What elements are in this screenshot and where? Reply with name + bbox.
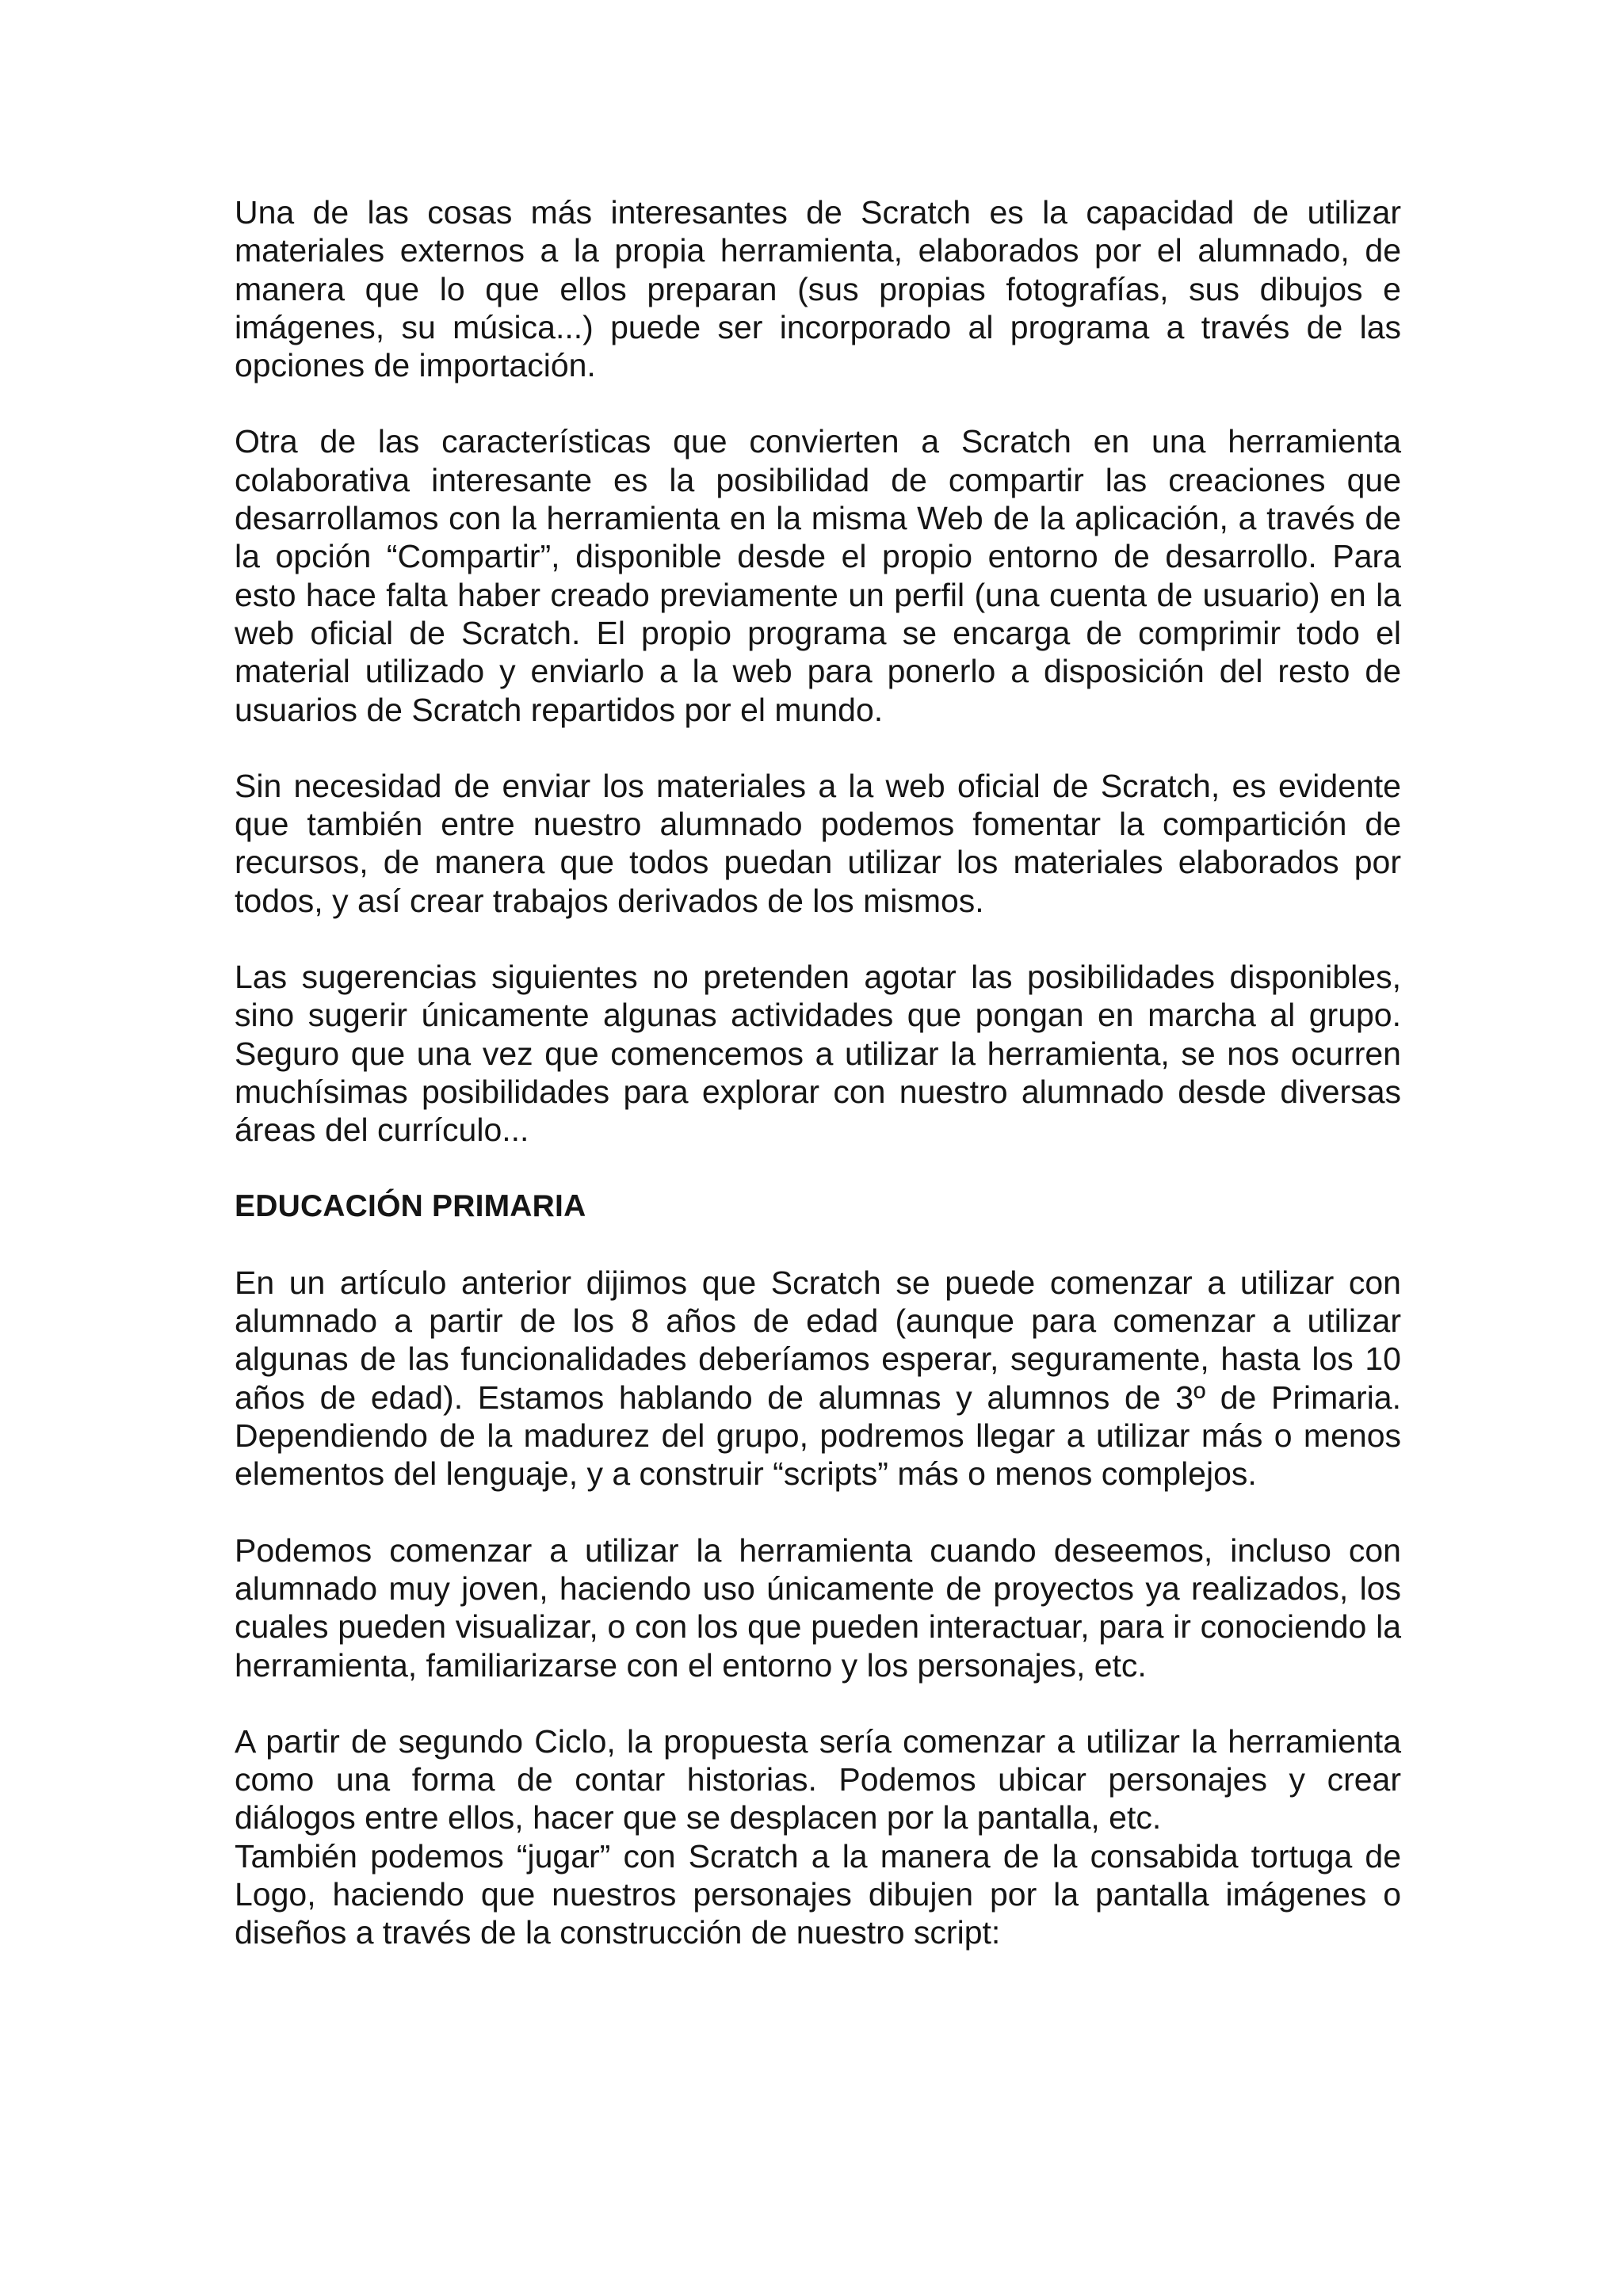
paragraph-young-students: Podemos comenzar a utilizar la herramienta cuando deseemos, incluso con alumnado muy joven, haciendo uso únicamente de proyectos ya realizados, los cuales pueden visualizar, o con los que pueden interactuar, para ir conociendo la herramienta, familiarizarse con el entorno y los personajes, etc. [235,1531,1401,1684]
paragraph-share-creations: Otra de las características que convierten a Scratch en una herramienta colaborativa interesante es la posibilidad de compartir las creaciones que desarrollamos con la herramienta en la misma Web de la aplicación, a través de la opción “Compartir”, disponible desde el propio entorno de desarrollo. Para esto hace falta haber creado previamente un perfil (una cuenta de usuario) en la web oficial de Scratch. El propio programa se encarga de comprimir todo el material utilizado y enviarlo a la web para ponerlo a disposición del resto de usuarios de Scratch repartidos por el mundo. [235,423,1401,728]
paragraph-share-resources: Sin necesidad de enviar los materiales a la web oficial de Scratch, es evidente que también entre nuestro alumnado podemos fomentar la compartición de recursos, de manera que todos puedan utilizar los materiales elaborados por todos, y así crear trabajos derivados de los mismos. [235,767,1401,919]
paragraph-import-materials: Una de las cosas más interesantes de Scratch es la capacidad de utilizar materiales externos a la propia herramienta, elaborados por el alumnado, de manera que lo que ellos preparan (sus propias fotografías, sus dibujos e imágenes, su música...) puede ser incorporado al programa a través de las opciones de importación. [235,194,1401,384]
section-heading: EDUCACIÓN PRIMARIA [235,1188,586,1223]
paragraph-suggestions: Las sugerencias siguientes no pretenden agotar las posibilidades disponibles, sino sugerir únicamente algunas actividades que pongan en marcha al grupo. Seguro que una vez que comencemos a utilizar la herramienta, se nos ocurren muchísimas posibilidades para explorar con nuestro alumnado desde diversas áreas del currículo... [235,959,1401,1149]
paragraph-age-start: En un artículo anterior dijimos que Scratch se puede comenzar a utilizar con alumnado a partir de los 8 años de edad (aunque para comenzar a utilizar algunas de las funcionalidades deberíamos esperar, seguramente, hasta los 10 años de edad). Estamos hablando de alumnas y alumnos de 3º de Primaria. Dependiendo de la madurez del grupo, podremos llegar a utilizar más o menos elementos del lenguaje, y a construir “scripts” más o menos complejos. [235,1264,1401,1493]
paragraph-logo-turtle: También podemos “jugar” con Scratch a la manera de la consabida tortuga de Logo, haciendo que nuestros personajes dibujen por la pantalla imágenes o diseños a través de la construcción de nuestro script: [235,1837,1401,1951]
paragraph-second-cycle: A partir de segundo Ciclo, la propuesta sería comenzar a utilizar la herramienta como una forma de contar historias. Podemos ubicar personajes y crear diálogos entre ellos, hacer que se desplacen por la pantalla, etc. [235,1722,1401,1836]
document-body [235,193,1401,1990]
